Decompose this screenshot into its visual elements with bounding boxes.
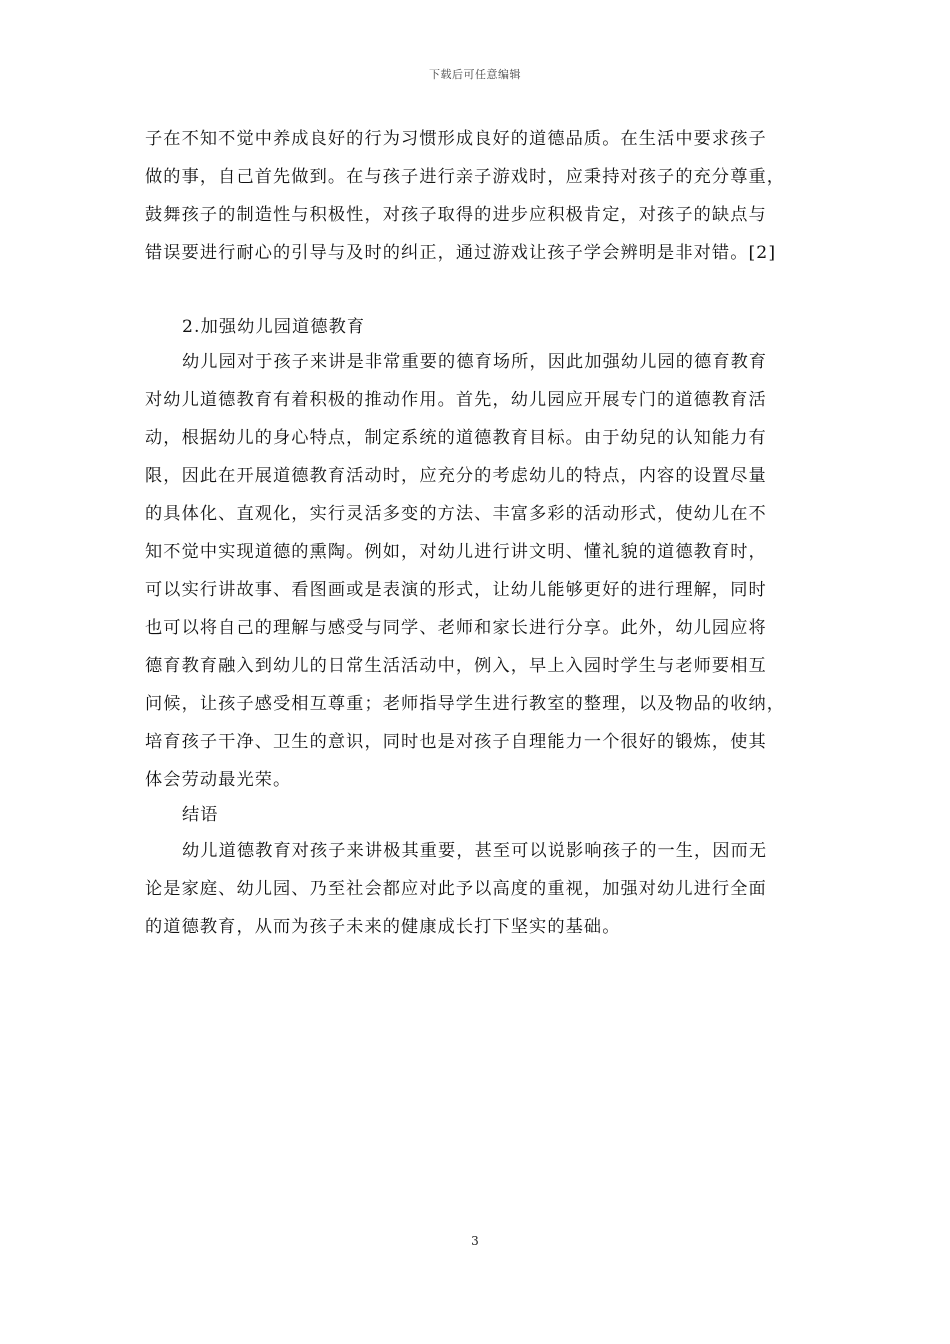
page-header: 下载后可任意编辑 xyxy=(429,68,521,81)
paragraph-line: 幼儿道德教育对孩子来讲极其重要，甚至可以说影响孩子的一生，因而无 xyxy=(182,841,768,861)
paragraph-line: 错误要进行耐心的引导与及时的纠正，通过游戏让孩子学会辨明是非对错。[2] xyxy=(145,243,777,263)
paragraph-line: 问候，让孩子感受相互尊重；老师指导学生进行教室的整理，以及物品的收纳， xyxy=(145,694,786,714)
paragraph-line: 幼儿园对于孩子来讲是非常重要的德育场所，因此加强幼儿园的德育教育 xyxy=(182,352,768,372)
paragraph-line: 限，因此在开展道德教育活动时，应充分的考虑幼儿的特点，内容的设置尽量 xyxy=(145,466,767,486)
paragraph-line: 也可以将自己的理解与感受与同学、老师和家长进行分享。此外，幼儿园应将 xyxy=(145,618,767,638)
paragraph-line: 动，根据幼儿的身心特点，制定系统的道德教育目标。由于幼兒的认知能力有 xyxy=(145,428,767,448)
page-number: 3 xyxy=(471,1234,479,1248)
paragraph-line: 体会劳动最光荣。 xyxy=(145,770,292,790)
paragraph-line: 做的事，自己首先做到。在与孩子进行亲子游戏时，应秉持对孩子的充分尊重， xyxy=(145,167,786,187)
conclusion-heading: 结语 xyxy=(182,805,219,825)
paragraph-line: 可以实行讲故事、看图画或是表演的形式，让幼儿能够更好的进行理解，同时 xyxy=(145,580,767,600)
section-heading: 2.加强幼儿园道德教育 xyxy=(182,317,366,337)
paragraph-line: 德育教育融入到幼儿的日常生活活动中，例入，早上入园时学生与老师要相互 xyxy=(145,656,767,676)
paragraph-line: 子在不知不觉中养成良好的行为习惯形成良好的道德品质。在生活中要求孩子 xyxy=(145,129,767,149)
paragraph-line: 鼓舞孩子的制造性与积极性，对孩子取得的进步应积极肯定，对孩子的缺点与 xyxy=(145,205,767,225)
paragraph-line: 对幼儿道德教育有着积极的推动作用。首先，幼儿园应开展专门的道德教育活 xyxy=(145,390,767,410)
paragraph-line: 的具体化、直观化，实行灵活多变的方法、丰富多彩的活动形式，使幼儿在不 xyxy=(145,504,767,524)
paragraph-line: 知不觉中实现道德的熏陶。例如，对幼儿进行讲文明、懂礼貌的道德教育时， xyxy=(145,542,767,562)
paragraph-line: 论是家庭、幼儿园、乃至社会都应对此予以高度的重视，加强对幼儿进行全面 xyxy=(145,879,767,899)
paragraph-line: 的道德教育，从而为孩子未来的健康成长打下坚实的基础。 xyxy=(145,917,621,937)
paragraph-line: 培育孩子干净、卫生的意识，同时也是对孩子自理能力一个很好的锻炼，使其 xyxy=(145,732,767,752)
